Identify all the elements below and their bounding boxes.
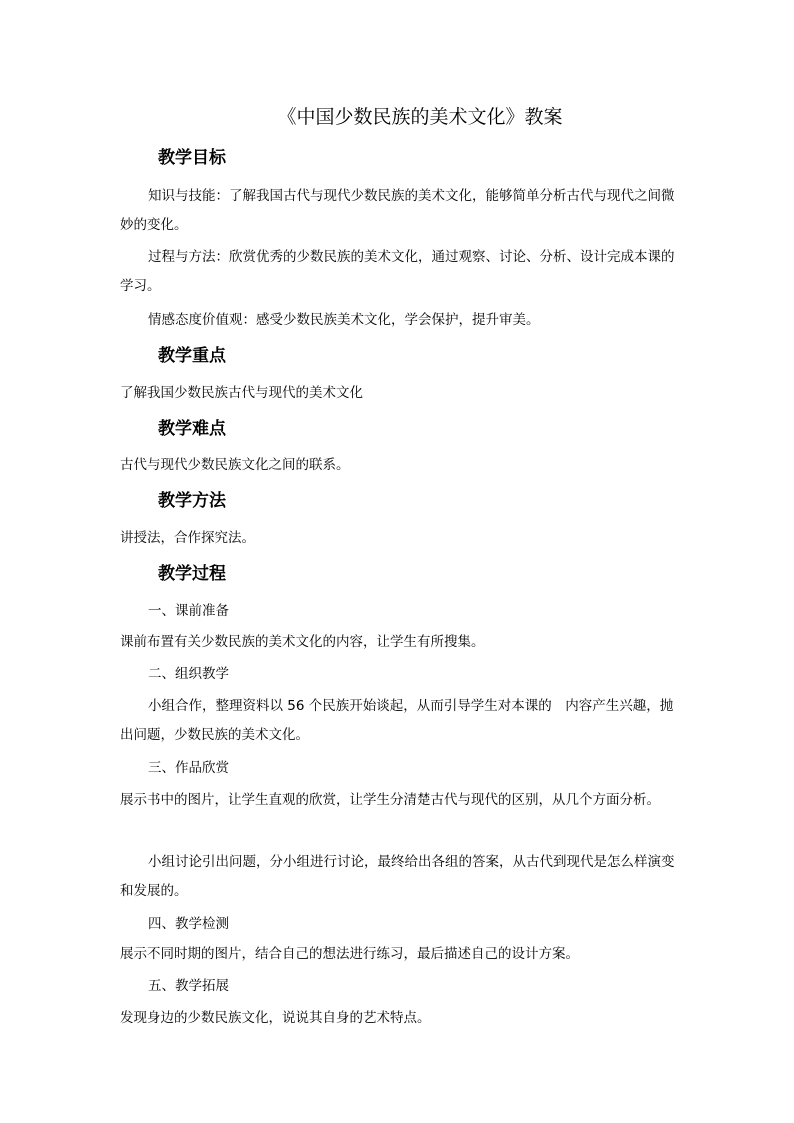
paragraph-key-points: 了解我国少数民族古代与现代的美术文化 bbox=[120, 385, 363, 401]
step2-text: 小组合作，整理资料以 56 个民族开始谈起，从而引导学生对本课的 内容产生兴趣，抛出问题，少数民族的美术文化。 bbox=[120, 698, 674, 743]
step3-text-2: 小组讨论引出问题，分小组进行讨论，最终给出各组的答案，从古代到现代是怎么样演变和发展的。 bbox=[120, 854, 675, 899]
paragraph-process-method: 过程与方法：欣赏优秀的少数民族的美术文化，通过观察、讨论、分析、设计完成本课的学习。 bbox=[120, 249, 675, 294]
heading-process: 教学过程 bbox=[158, 564, 226, 584]
heading-key-points: 教学重点 bbox=[158, 346, 226, 366]
step3-title: 三、作品欣赏 bbox=[148, 760, 229, 776]
heading-difficulties: 教学难点 bbox=[158, 419, 226, 439]
paragraph-difficulties: 古代与现代少数民族文化之间的联系。 bbox=[120, 457, 350, 473]
step5-title: 五、教学拓展 bbox=[148, 978, 229, 994]
paragraph-attitude: 情感态度价值观：感受少数民族美术文化，学会保护，提升审美。 bbox=[148, 312, 540, 328]
step3-text-1: 展示书中的图片，让学生直观的欣赏，让学生分清楚古代与现代的区别，从几个方面分析。 bbox=[120, 792, 660, 808]
paragraph-methods: 讲授法，合作探究法。 bbox=[120, 530, 255, 546]
step1-text: 课前布置有关少数民族的美术文化的内容，让学生有所搜集。 bbox=[120, 634, 485, 650]
document-title: 《中国少数民族的美术文化》教案 bbox=[277, 106, 563, 128]
step4-text: 展示不同时期的图片，结合自己的想法进行练习，最后描述自己的设计方案。 bbox=[120, 946, 579, 962]
step2-title: 二、组织教学 bbox=[148, 666, 229, 682]
paragraph-knowledge: 知识与技能：了解我国古代与现代少数民族的美术文化，能够简单分析古代与现代之间微妙的变化。 bbox=[120, 188, 675, 233]
step4-title: 四、教学检测 bbox=[148, 916, 229, 932]
heading-objectives: 教学目标 bbox=[158, 148, 226, 168]
step1-title: 一、课前准备 bbox=[148, 603, 229, 619]
heading-methods: 教学方法 bbox=[158, 491, 226, 511]
step5-text: 发现身边的少数民族文化，说说其自身的艺术特点。 bbox=[120, 1010, 431, 1026]
